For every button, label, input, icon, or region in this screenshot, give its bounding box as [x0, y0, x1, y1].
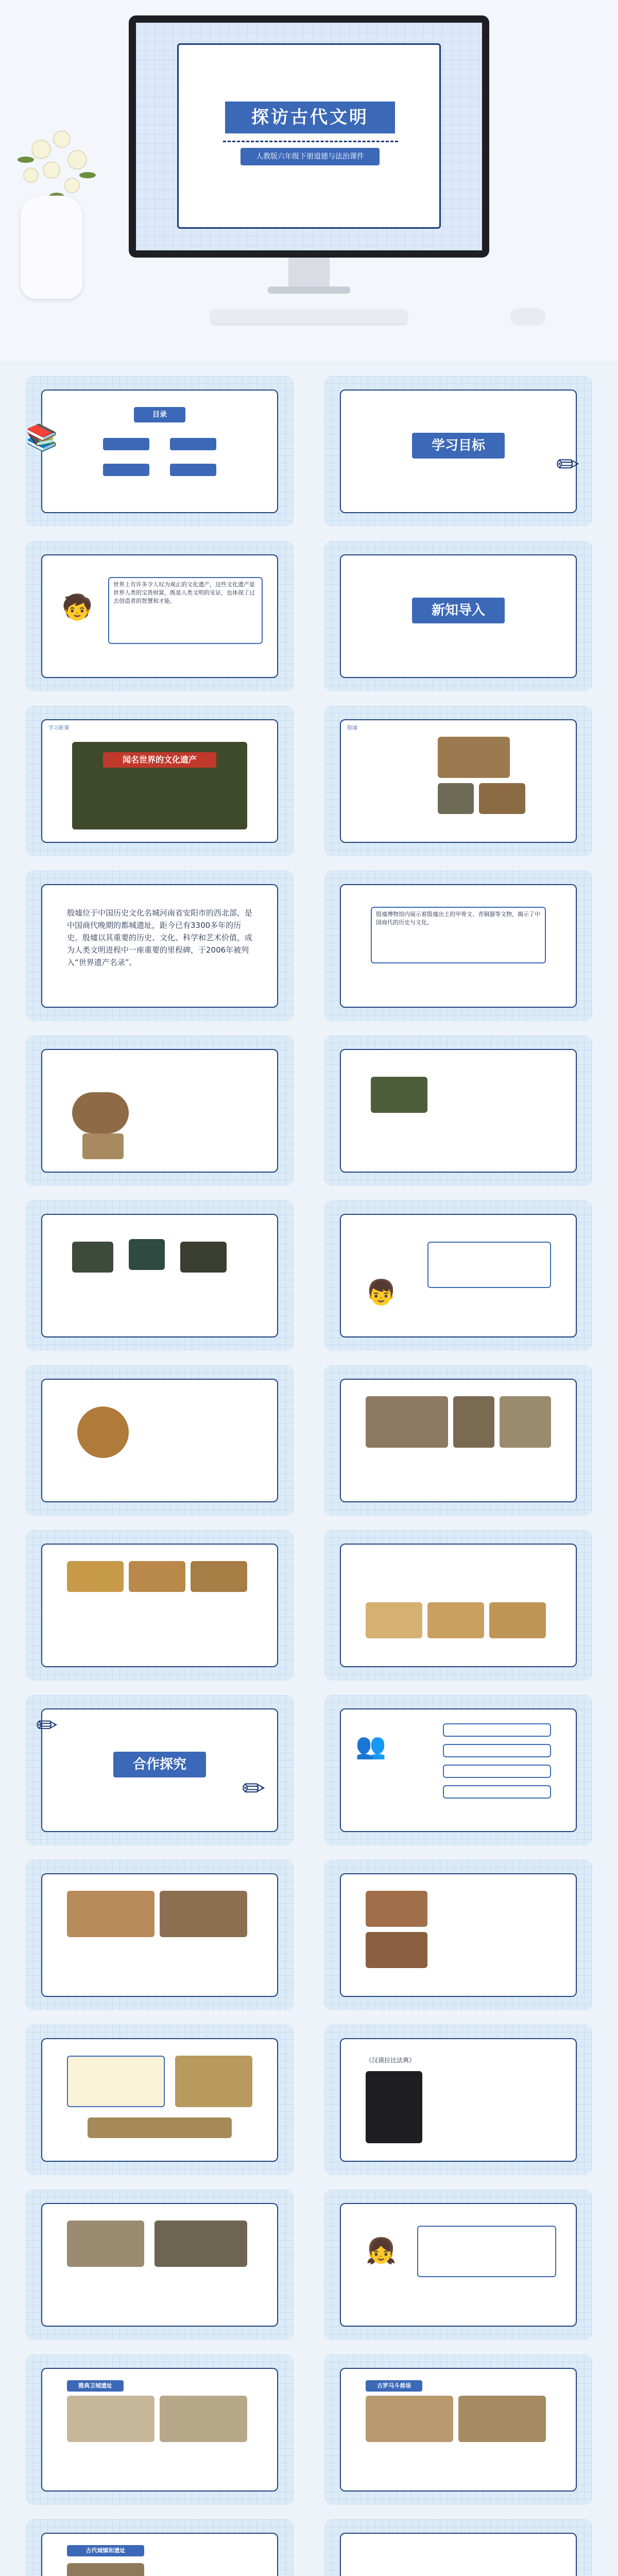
yinxu-photo-1: [438, 737, 510, 778]
bronze-photo: [72, 1092, 129, 1133]
bamboo-slip-photo: [88, 2117, 232, 2138]
egypt-photo-2: [453, 1396, 494, 1448]
slide-paper: [340, 2533, 577, 2576]
cuneiform-photo-2: [154, 2221, 247, 2267]
babylon-photo-4: [366, 1932, 427, 1968]
student-icon: 🧒: [62, 593, 93, 622]
slide-heritage[interactable]: [26, 706, 294, 856]
slide-jade[interactable]: [26, 1365, 294, 1516]
ancient-city-photo: [67, 2563, 144, 2576]
pyramid-photo-3: [191, 1561, 247, 1592]
slide-oracle[interactable]: [324, 1036, 592, 1186]
ancient-civ-tag: 古代城镇和遗址: [67, 2545, 144, 2556]
pencil-icon: ✏: [36, 1710, 58, 1740]
slide-yinxu-text2[interactable]: [324, 871, 592, 1021]
yinxu-photo-3: [479, 783, 525, 814]
hammurabi-photo: [175, 2056, 252, 2107]
pyramid-photo-4: [366, 1602, 422, 1638]
slide-pyramid-text[interactable]: [324, 1530, 592, 1681]
slide-paper: [41, 1214, 278, 1337]
jade-photo: [77, 1406, 129, 1458]
toc-item-3[interactable]: [103, 464, 149, 476]
slide-yinxu[interactable]: [324, 706, 592, 856]
yinxu-photo-2: [438, 783, 474, 814]
pencil-icon: ✏: [556, 448, 580, 481]
slide-rome[interactable]: [324, 2354, 592, 2505]
slide-pyramid-photos[interactable]: [26, 1530, 294, 1681]
question-box: [427, 1242, 551, 1288]
babylon-photo-1: [67, 1891, 154, 1937]
parthenon-photo-1: [67, 2396, 154, 2442]
vase: [21, 196, 82, 299]
bronze-photo-2: [82, 1133, 124, 1159]
slide-cooperate[interactable]: [26, 1695, 294, 1845]
slide-egypt1[interactable]: [324, 1365, 592, 1516]
keyboard: [211, 309, 407, 324]
slide-intro[interactable]: [26, 541, 294, 691]
vessel-photo-1: [72, 1242, 113, 1273]
rome-tag: 古罗马斗兽场: [366, 2380, 422, 2392]
parthenon-photo-2: [160, 2396, 247, 2442]
slide-ancient-civ[interactable]: [26, 2519, 294, 2576]
slide-cuneiform[interactable]: [26, 2190, 294, 2340]
toc-item-1[interactable]: [103, 438, 149, 450]
pyramid-photo-5: [427, 1602, 484, 1638]
monitor-stand: [288, 258, 330, 289]
divider: [223, 141, 398, 142]
slide-babylon2[interactable]: [324, 1860, 592, 2010]
colosseum-photo-1: [366, 2396, 453, 2442]
question-4: [443, 1785, 551, 1799]
slide-greece[interactable]: [26, 2354, 294, 2505]
slide-question[interactable]: [324, 1200, 592, 1351]
slide-summary-q[interactable]: [324, 2519, 592, 2576]
slide-hammurabi1[interactable]: [26, 2025, 294, 2175]
question-3: [443, 1765, 551, 1778]
heritage-banner: 闻名世界的文化遗产: [103, 752, 216, 768]
toc-item-4[interactable]: [170, 464, 216, 476]
slide-hammurabi2[interactable]: [324, 2025, 592, 2175]
yinxu-museum-text: 殷墟博物馆内展示着殷墟出土的甲骨文、青铜器等文物，揭示了中国商代的历史与文化。: [371, 907, 546, 963]
cover-title: 探访古代文明: [225, 101, 395, 133]
slide-paper: [41, 1379, 278, 1502]
discuss-box: [417, 2226, 556, 2277]
mouse: [510, 308, 546, 326]
greece-tag: 雅典卫城遗址: [67, 2380, 124, 2392]
question-1: [443, 1723, 551, 1737]
toc-item-2[interactable]: [170, 438, 216, 450]
heritage-tag: 学习新课: [48, 725, 69, 731]
slide-babylon1[interactable]: [26, 1860, 294, 2010]
cooperate-badge: 合作探究: [113, 1752, 206, 1777]
babylon-photo-3: [366, 1891, 427, 1927]
egypt-photo-1: [366, 1396, 448, 1448]
slide-cooperate-q[interactable]: [324, 1695, 592, 1845]
oracle-photo: [371, 1077, 427, 1113]
hammurabi-quote: [67, 2056, 165, 2107]
egypt-photo-3: [500, 1396, 551, 1448]
slide-yinxu-text1[interactable]: [26, 871, 294, 1021]
slide-bronze2[interactable]: [26, 1200, 294, 1351]
cover-subtitle: 人教版六年级下册道德与法治课件: [241, 148, 380, 165]
vessel-photo-2: [129, 1239, 165, 1270]
yinxu-description: 殷墟位于中国历史文化名城河南省安阳市的西北部，是中国商代晚期的都城遗址，距今已有3300多年的历史。殷墟以其重要的历史、文化、科学和艺术价值，成为人类文明进程中一座重要的里程碑，于2006年被列入“世界遗产名录”。: [67, 908, 253, 967]
slide-goals[interactable]: [324, 376, 592, 527]
intro-text: 世界上有许多令人叹为观止的文化遗产，这些文化遗产是世界人类的宝贵财富，既是人类文明的见证，也体现了过去创造者的智慧和才能。: [108, 577, 263, 644]
stele-photo: [366, 2071, 422, 2143]
toc-badge: 目录: [134, 407, 185, 422]
monitor-screen: [136, 23, 482, 250]
slide-discuss[interactable]: [324, 2190, 592, 2340]
cover-card: [177, 43, 441, 229]
yinxu-tag: 殷墟: [347, 725, 357, 731]
hero-section: [0, 0, 618, 361]
goals-badge: 学习目标: [412, 433, 505, 459]
slide-bronze[interactable]: [26, 1036, 294, 1186]
cuneiform-photo-1: [67, 2221, 144, 2267]
monitor: [129, 15, 489, 258]
girl-icon: 👧: [366, 2236, 397, 2265]
babylon-photo-2: [160, 1891, 247, 1937]
pyramid-photo-2: [129, 1561, 185, 1592]
vessel-photo-3: [180, 1242, 227, 1273]
pencil-icon: ✏: [242, 1772, 266, 1805]
student-reading-icon: 📚: [26, 422, 58, 452]
newknow-badge: 新知导入: [412, 598, 505, 623]
slide-newknow[interactable]: [324, 541, 592, 691]
monitor-base: [268, 286, 350, 294]
students-discussing-icon: 👥: [355, 1732, 386, 1760]
pyramid-photo-6: [489, 1602, 546, 1638]
pyramid-photo-1: [67, 1561, 124, 1592]
slide-toc[interactable]: [26, 376, 294, 527]
colosseum-photo-2: [458, 2396, 546, 2442]
boy-icon: 👦: [366, 1278, 397, 1307]
hammurabi-title: 《汉谟拉比法典》: [366, 2057, 416, 2064]
question-2: [443, 1744, 551, 1757]
